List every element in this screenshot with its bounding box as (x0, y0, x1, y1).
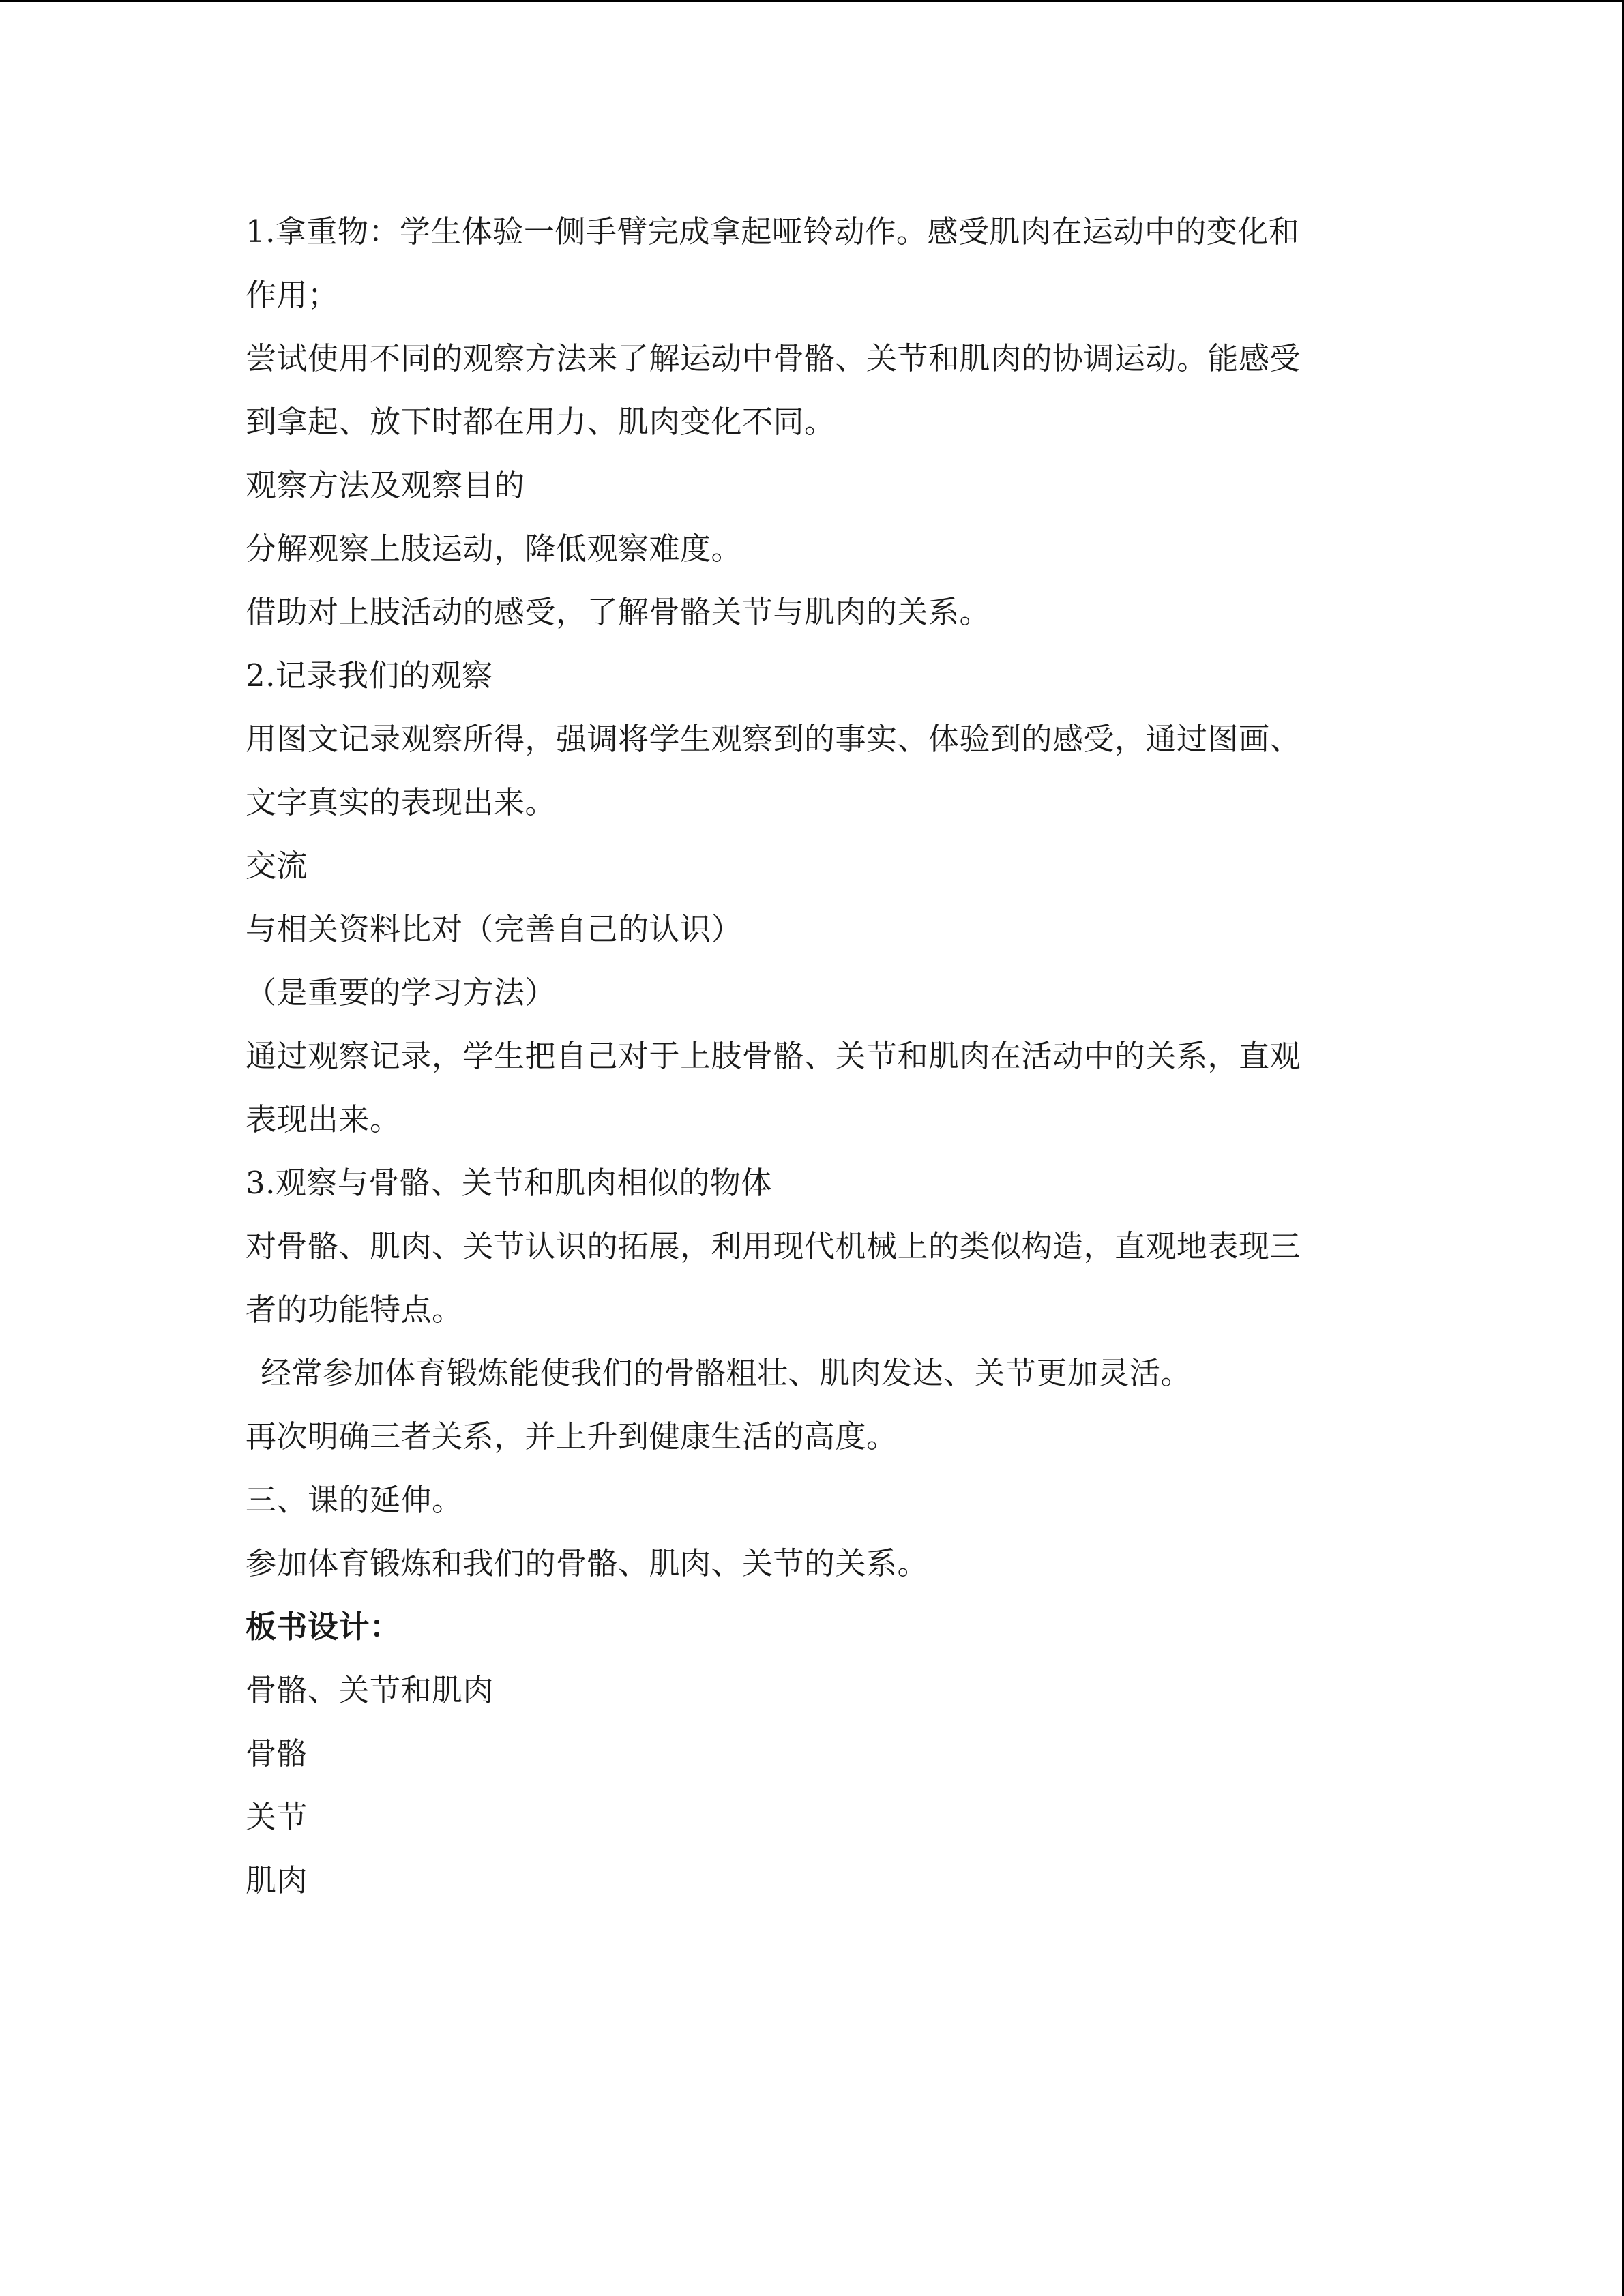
text-line: 交流 (246, 848, 308, 884)
text-line: 经常参加体育锻炼能使我们的骨骼粗壮、肌肉发达、关节更加灵活。 (261, 1355, 1192, 1391)
text-line: 与相关资料比对（完善自己的认识） (246, 911, 743, 947)
text-line: 参加体育锻炼和我们的骨骼、肌肉、关节的关系。 (246, 1545, 929, 1581)
text-line: 再次明确三者关系，并上升到健康生活的高度。 (246, 1418, 898, 1455)
text-line: 借助对上肢活动的感受，了解骨骼关节与肌肉的关系。 (246, 594, 991, 630)
text-line: 通过观察记录，学生把自己对于上肢骨骼、关节和肌肉在活动中的关系，直观 (246, 1038, 1301, 1074)
text-line: 到拿起、放下时都在用力、肌肉变化不同。 (246, 404, 836, 440)
text-line: 三、课的延伸。 (246, 1482, 463, 1518)
text-line: 用图文记录观察所得，强调将学生观察到的事实、体验到的感受，通过图画、 (246, 721, 1301, 757)
text-line: 者的功能特点。 (246, 1292, 463, 1328)
text-line: 3.观察与骨骼、关节和肌肉相似的物体 (246, 1165, 772, 1201)
text-line: 文字真实的表现出来。 (246, 784, 557, 820)
text-line: 骨骼、关节和肌肉 (246, 1672, 494, 1708)
text-line: 2.记录我们的观察 (246, 657, 493, 694)
text-line: 关节 (246, 1799, 308, 1835)
text-line: 1.拿重物：学生体验一侧手臂完成拿起哑铃动作。感受肌肉在运动中的变化和 (246, 213, 1300, 250)
document-body (246, 200, 1364, 1912)
text-line: 观察方法及观察目的 (246, 467, 525, 503)
text-line: 尝试使用不同的观察方法来了解运动中骨骼、关节和肌肉的协调运动。能感受 (246, 340, 1301, 376)
text-line: 对骨骼、肌肉、关节认识的拓展，利用现代机械上的类似构造，直观地表现三 (246, 1228, 1301, 1264)
text-line: （是重要的学习方法） (246, 974, 557, 1011)
text-line: 表现出来。 (246, 1101, 401, 1137)
text-line: 作用； (246, 277, 339, 313)
board-design-heading: 板书设计： (246, 1609, 401, 1645)
text-line: 分解观察上肢运动，降低观察难度。 (246, 531, 743, 567)
text-line: 骨骼 (246, 1735, 308, 1772)
text-line: 肌肉 (246, 1862, 308, 1898)
